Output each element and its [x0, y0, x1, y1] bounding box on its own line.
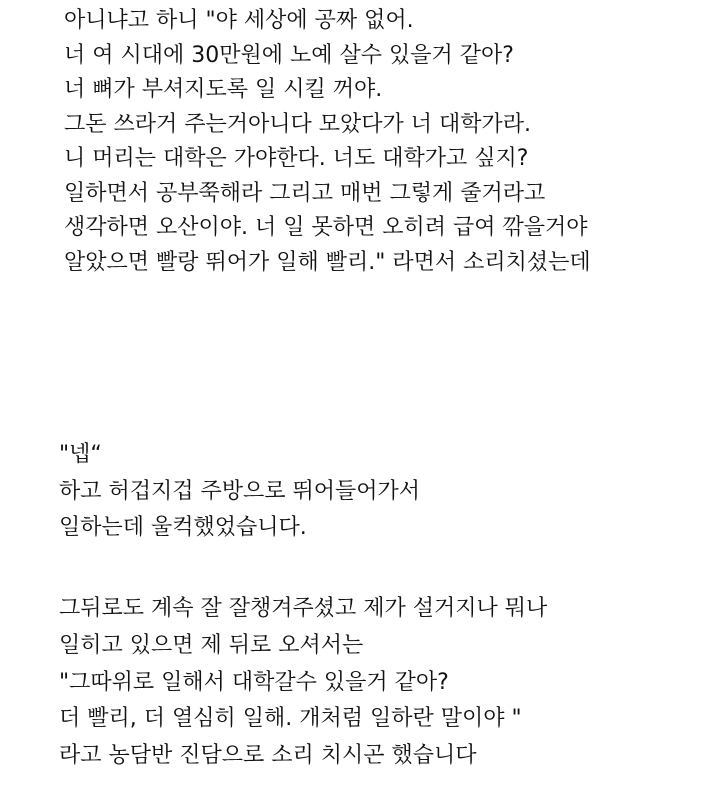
paragraph-1 — [64, 4, 714, 280]
text-line: 아니냐고 하니 "야 세상에 공짜 없어. — [64, 8, 414, 33]
text-line: 니 머리는 대학은 가야한다. 너도 대학가고 싶지? — [64, 146, 529, 171]
text-line: 생각하면 오산이야. 너 일 못하면 오히려 급여 깎을거야 — [64, 215, 588, 240]
text-line: 더 빨리, 더 열심히 일해. 개처럼 일하란 말이야 " — [59, 706, 522, 732]
text-line: 일하는데 울컥했었습니다. — [59, 515, 307, 540]
paragraph-3 — [59, 591, 714, 775]
text-line: 일히고 있으면 제 뒤로 오셔서는 — [59, 632, 364, 658]
text-line: 너 뼈가 부셔지도록 일 시킬 꺼야. — [64, 77, 383, 102]
text-line: "그따위로 일해서 대학갈수 있을거 같아? — [59, 669, 449, 695]
text-line: 알았으면 빨랑 뛰어가 일해 빨리." 라면서 소리치셨는데 — [64, 249, 591, 275]
text-line: 그돈 쓰라거 주는거아니다 모았다가 너 대학가라. — [64, 111, 532, 137]
text-line: "넵“ — [59, 442, 102, 467]
text-line: 그뒤로도 계속 잘 잘챙겨주셨고 제가 설거지나 뭐나 — [59, 596, 548, 621]
text-line: 하고 허겁지겁 주방으로 뛰어들어가서 — [59, 478, 421, 504]
text-line: 라고 농담반 진담으로 소리 치시곤 했습니다 — [59, 743, 477, 769]
paragraph-2 — [59, 437, 714, 547]
text-line: 너 여 시대에 30만원에 노예 살수 있을거 같아? — [64, 42, 514, 68]
text-line: 일하면서 공부쭉해라 그리고 매번 그렇게 줄거라고 — [64, 180, 546, 206]
